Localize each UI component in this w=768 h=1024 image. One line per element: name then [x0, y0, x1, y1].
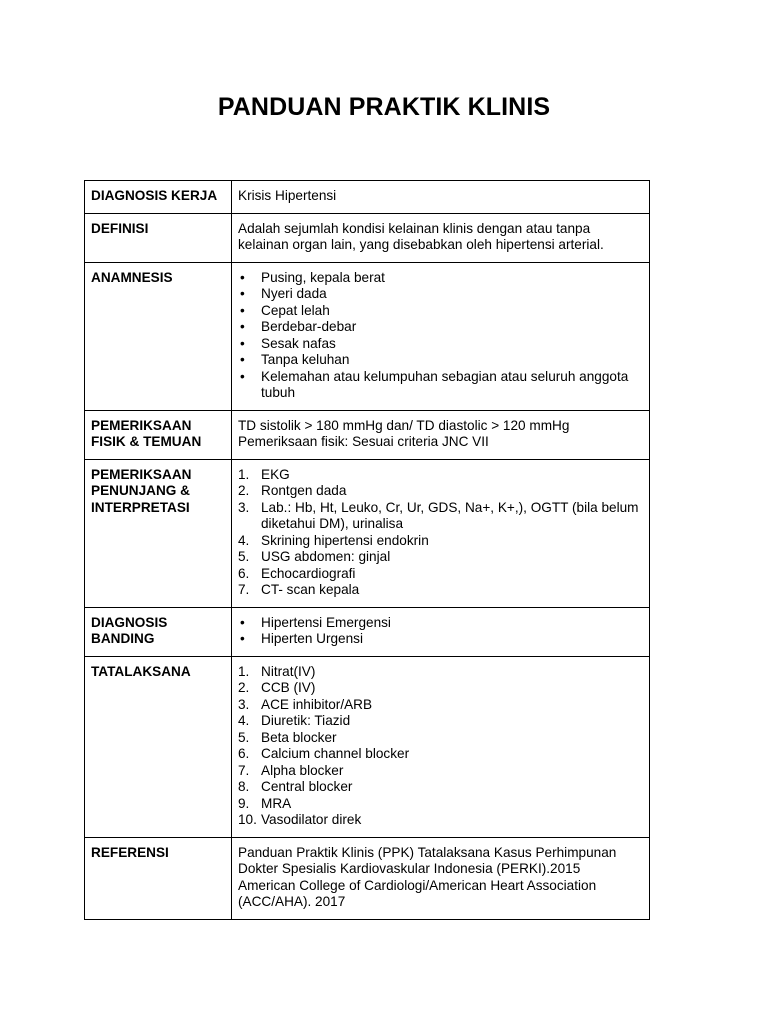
list-item [238, 533, 643, 550]
list-item-number: 2. [238, 680, 250, 695]
numbered-list [238, 664, 643, 829]
list-item-text: Diuretik: Tiazid [261, 713, 351, 728]
table-row-anamnesis [85, 262, 650, 410]
list-item [238, 549, 643, 566]
list-item [238, 500, 643, 533]
bullet-list [238, 615, 643, 648]
list-item [238, 566, 643, 583]
list-item-text: ACE inhibitor/ARB [261, 696, 373, 712]
list-item-number: 3. [238, 499, 250, 515]
row-content [232, 459, 650, 607]
numbered-list [238, 467, 643, 599]
list-item-text: MRA [261, 795, 292, 811]
list-item [238, 812, 643, 829]
list-item: • Cepat lelah [238, 303, 643, 320]
row-label: ANAMNESIS [85, 262, 232, 410]
row-content [232, 213, 650, 262]
table-row-tatalaksana [85, 656, 650, 837]
row-content [232, 410, 650, 459]
list-item: • Tanpa keluhan [238, 352, 643, 369]
bullet-list [238, 270, 643, 402]
list-item [238, 763, 643, 780]
list-item: • Sesak nafas [238, 336, 643, 353]
list-item [238, 730, 643, 747]
list-item-number: 4. [238, 532, 250, 548]
list-item-number: 10. [238, 812, 257, 827]
list-item [238, 483, 643, 500]
list-item-text: Nitrat(IV) [261, 663, 316, 679]
list-item-text: Skrining hipertensi endokrin [261, 532, 429, 548]
row-text: Krisis Hipertensi [238, 188, 337, 203]
list-item-number: 1. [238, 466, 250, 482]
list-item-text: Echocardiografi [261, 565, 356, 581]
list-item-text: Calcium channel blocker [261, 746, 410, 761]
list-item-number: 9. [238, 795, 250, 811]
list-item: • Nyeri dada [238, 286, 643, 303]
row-label: PEMERIKSAAN PENUNJANG & INTERPRETASI [85, 459, 232, 607]
table-row-pemeriksaan-fisik-temuan [85, 410, 650, 459]
list-item-text: Beta blocker [261, 729, 337, 745]
list-item-number: 1. [238, 663, 250, 679]
list-item [238, 713, 643, 730]
list-item-number: 7. [238, 582, 250, 597]
list-item-text: Central blocker [261, 779, 353, 794]
list-item: • Pusing, kepala berat [238, 270, 643, 287]
list-item-text: CT- scan kepala [261, 582, 360, 597]
list-item-number: 5. [238, 549, 250, 564]
list-item-number: 6. [238, 746, 250, 761]
list-item-number: 6. [238, 565, 250, 581]
row-text: Panduan Praktik Klinis (PPK) Tatalaksana Kasus Perhimpunan Dokter Spesialis Kardiovaskular Indonesia (PERKI).2015 American College of Cardiologi/American Heart Association (ACC/AHA). 2017 [238, 844, 617, 909]
list-item [238, 779, 643, 796]
list-item [238, 467, 643, 484]
list-item-text: Rontgen dada [261, 483, 347, 498]
list-item-text: USG abdomen: ginjal [261, 549, 391, 564]
list-item: • Kelemahan atau kelumpuhan sebagian atau seluruh anggota tubuh [238, 369, 643, 402]
row-label: DIAGNOSIS KERJA [85, 181, 232, 214]
list-item [238, 680, 643, 697]
row-content [232, 181, 650, 214]
table-row-diagnosis-kerja [85, 181, 650, 214]
row-label: DEFINISI [85, 213, 232, 262]
row-content [232, 607, 650, 656]
table-row-diagnosis-banding [85, 607, 650, 656]
row-content [232, 656, 650, 837]
list-item-text: CCB (IV) [261, 680, 316, 695]
list-item [238, 746, 643, 763]
row-content [232, 262, 650, 410]
page-title: PANDUAN PRAKTIK KLINIS [217, 93, 551, 121]
list-item [238, 697, 643, 714]
list-item-number: 4. [238, 713, 250, 728]
row-label: PEMERIKSAAN FISIK & TEMUAN [85, 410, 232, 459]
list-item: • Hiperten Urgensi [238, 631, 643, 648]
list-item-text: Lab.: Hb, Ht, Leuko, Cr, Ur, GDS, Na+, K+,), OGTT (bila belum diketahui DM), urinalisa [261, 499, 639, 531]
list-item [238, 664, 643, 681]
table-row-pemeriksaan-penunjang-interpretasi [85, 459, 650, 607]
row-text: Adalah sejumlah kondisi kelainan klinis dengan atau tanpa kelainan organ lain, yang disebabkan oleh hipertensi arterial. [238, 220, 604, 252]
list-item-number: 7. [238, 762, 250, 778]
clinical-guideline-table [84, 180, 650, 920]
list-item: • Berdebar-debar [238, 319, 643, 336]
row-content [232, 837, 650, 919]
list-item-number: 8. [238, 779, 250, 794]
row-label: REFERENSI [85, 837, 232, 919]
list-item-number: 3. [238, 696, 250, 712]
table-body [85, 181, 650, 920]
list-item-text: EKG [261, 466, 290, 482]
list-item: • Hipertensi Emergensi [238, 615, 643, 632]
row-text: TD sistolik > 180 mmHg dan/ TD diastolic > 120 mmHg Pemeriksaan fisik: Sesuai criteria JNC VII [238, 417, 570, 449]
list-item-number: 2. [238, 483, 250, 498]
list-item-text: Alpha blocker [261, 762, 344, 778]
list-item [238, 582, 643, 599]
list-item-text: Vasodilator direk [261, 812, 362, 827]
row-label: TATALAKSANA [85, 656, 232, 837]
list-item-number: 5. [238, 729, 250, 745]
table-row-definisi [85, 213, 650, 262]
list-item [238, 796, 643, 813]
table-row-referensi [85, 837, 650, 919]
row-label: DIAGNOSIS BANDING [85, 607, 232, 656]
